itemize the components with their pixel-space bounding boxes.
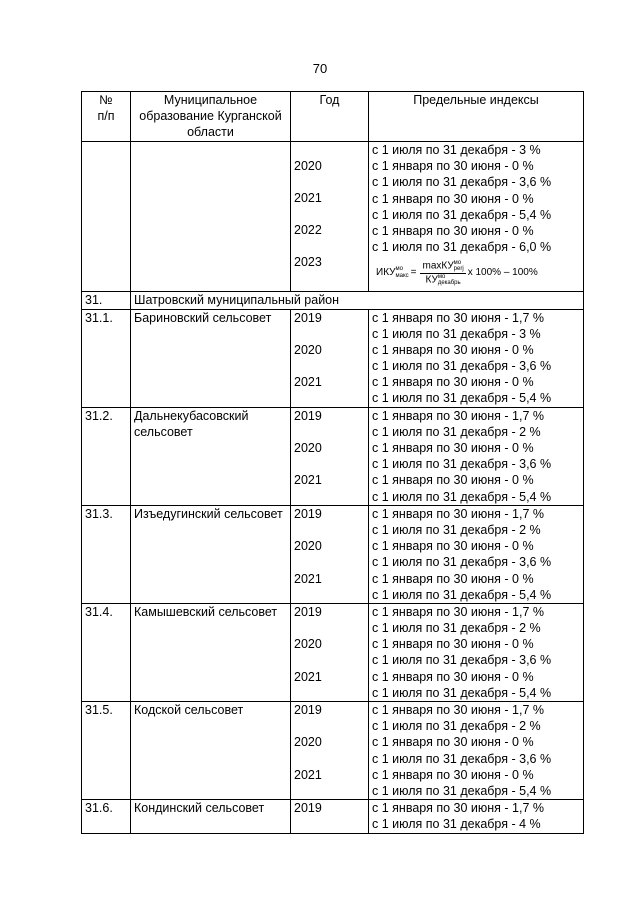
index-line: с 1 июля по 31 декабря - 2 % (372, 522, 541, 537)
row-name: Дальнекубасовский сельсовет (131, 407, 291, 505)
index-line: с 1 января по 30 июня - 0 % (372, 191, 534, 206)
row-name: Камышевский сельсовет (131, 603, 291, 701)
cell-name (131, 142, 291, 292)
cell-num (82, 142, 131, 292)
row-name: Кондинский сельсовет (131, 800, 291, 833)
row-num: 31.3. (82, 505, 131, 603)
year-label: 2019 (294, 801, 322, 816)
formula-lhs-sup: мо (395, 266, 403, 273)
index-line: с 1 января по 30 июня - 1,7 % (372, 506, 544, 521)
index-line: с 1 января по 30 июня - 0 % (372, 375, 534, 390)
formula-tail: x 100% – 100% (467, 267, 538, 279)
year-label: 2019 (294, 408, 322, 423)
index-line: с 1 января по 30 июня - 0 % (372, 735, 534, 750)
row-years (291, 800, 369, 833)
row-num: 31.5. (82, 702, 131, 800)
year-label: 2021 (294, 375, 322, 390)
year-label: 2021 (294, 669, 322, 684)
cell-years (291, 142, 369, 292)
index-line: с 1 января по 30 июня - 0 % (372, 637, 534, 652)
formula-num-sub: реrj (453, 266, 464, 273)
cell-indices (369, 142, 584, 292)
row-num: 31.1. (82, 309, 131, 407)
row-num: 31.6. (82, 800, 131, 833)
formula-lhs: ИКУ (376, 267, 396, 279)
index-line: с 1 июля по 31 декабря - 5,4 % (372, 391, 552, 406)
index-line: с 1 июля по 31 декабря - 5,4 % (372, 587, 552, 602)
row-indices (369, 603, 584, 701)
continued-row (82, 142, 584, 292)
index-line: с 1 июля по 31 декабря - 3,6 % (372, 751, 552, 766)
row-years (291, 309, 369, 407)
year-label: 2022 (294, 223, 322, 237)
year-label: 2021 (294, 571, 322, 586)
year-label: 2021 (294, 191, 322, 205)
header-indices: Предельные индексы (369, 92, 584, 142)
index-line: с 1 июля по 31 декабря - 3,6 % (372, 359, 552, 374)
index-formula: ИКУ мо макс = maxКУ мо реrj КУ мо декабрь x 100% – 100% (376, 260, 538, 286)
table-row (82, 309, 584, 407)
year-label: 2019 (294, 703, 322, 718)
index-line: с 1 января по 30 июня - 0 % (372, 223, 534, 238)
index-line: с 1 июля по 31 декабря - 2 % (372, 424, 541, 439)
tariff-index-table (81, 91, 584, 834)
index-line: с 1 января по 30 июня - 1,7 % (372, 604, 544, 619)
table-row (82, 800, 584, 833)
page-number: 70 (312, 61, 328, 76)
row-name: Изъедугинский сельсовет (131, 505, 291, 603)
formula-num-sup: мо (453, 260, 462, 267)
year-label: 2020 (294, 637, 322, 652)
row-indices (369, 309, 584, 407)
header-num: № п/п (82, 92, 131, 142)
table-row (82, 603, 584, 701)
index-line: с 1 июля по 31 декабря - 2 % (372, 621, 541, 636)
index-line: с 1 июля по 31 декабря - 6,0 % (372, 240, 552, 255)
index-line: с 1 июля по 31 декабря - 5,4 % (372, 207, 552, 222)
index-line: с 1 января по 30 июня - 1,7 % (372, 408, 544, 423)
index-line: с 1 января по 30 июня - 0 % (372, 159, 534, 174)
year-label: 2019 (294, 604, 322, 619)
row-name: Кодской сельсовет (131, 702, 291, 800)
district-row (82, 292, 584, 309)
index-line: с 1 января по 30 июня - 0 % (372, 441, 534, 456)
index-line: с 1 января по 30 июня - 1,7 % (372, 703, 544, 718)
year-label: 2020 (294, 441, 322, 456)
index-line: с 1 июля по 31 декабря - 3,6 % (372, 175, 552, 190)
header-municipality: Муниципальное образование Курганской области (131, 92, 291, 142)
year-label: 2020 (294, 735, 322, 750)
row-indices (369, 407, 584, 505)
year-label: 2020 (294, 159, 322, 173)
year-label: 2021 (294, 473, 322, 488)
index-line: с 1 июля по 31 декабря - 4 % (372, 817, 541, 832)
index-line: с 1 июля по 31 декабря - 5,4 % (372, 489, 552, 504)
row-num: 31.4. (82, 603, 131, 701)
formula-lhs-sub: макс (395, 273, 409, 280)
district-num: 31. (82, 292, 131, 309)
index-line: с 1 января по 30 июня - 0 % (372, 539, 534, 554)
index-line: с 1 июля по 31 декабря - 5,4 % (372, 783, 552, 798)
table-row (82, 505, 584, 603)
formula-den-sub: декабрь (437, 279, 461, 286)
index-line: с 1 января по 30 июня - 0 % (372, 571, 534, 586)
index-line: с 1 июля по 31 декабря - 3,6 % (372, 555, 552, 570)
index-line: с 1 января по 30 июня - 0 % (372, 767, 534, 782)
row-num: 31.2. (82, 407, 131, 505)
index-line: с 1 июля по 31 декабря - 5,4 % (372, 685, 552, 700)
row-years (291, 702, 369, 800)
index-line: с 1 июля по 31 декабря - 3,6 % (372, 457, 552, 472)
district-name: Шатровский муниципальный район (131, 292, 584, 309)
row-indices (369, 702, 584, 800)
formula-num-main: maxКУ (422, 260, 454, 272)
index-line: с 1 июля по 31 декабря - 3 % (372, 143, 541, 157)
table-row (82, 407, 584, 505)
header-year: Год (291, 92, 369, 142)
year-label: 2020 (294, 539, 322, 554)
row-years (291, 407, 369, 505)
year-label: 2023 (294, 255, 322, 269)
formula-den-main: КУ (425, 274, 438, 286)
table-header-row (82, 92, 584, 142)
year-label: 2021 (294, 767, 322, 782)
year-label: 2019 (294, 310, 322, 325)
index-line: с 1 июля по 31 декабря - 3 % (372, 326, 541, 341)
row-years (291, 505, 369, 603)
row-indices (369, 505, 584, 603)
index-line: с 1 июля по 31 декабря - 3,6 % (372, 653, 552, 668)
index-line: с 1 января по 30 июня - 0 % (372, 342, 534, 357)
formula-den-sup: мо (437, 273, 446, 280)
table-row (82, 702, 584, 800)
index-line: с 1 января по 30 июня - 1,7 % (372, 801, 544, 816)
index-line: с 1 июля по 31 декабря - 2 % (372, 719, 541, 734)
year-label: 2020 (294, 342, 322, 357)
row-indices (369, 800, 584, 833)
year-label: 2019 (294, 506, 322, 521)
row-years (291, 603, 369, 701)
index-line: с 1 января по 30 июня - 0 % (372, 473, 534, 488)
index-line: с 1 января по 30 июня - 0 % (372, 669, 534, 684)
row-name: Бариновский сельсовет (131, 309, 291, 407)
index-line: с 1 января по 30 июня - 1,7 % (372, 310, 544, 325)
